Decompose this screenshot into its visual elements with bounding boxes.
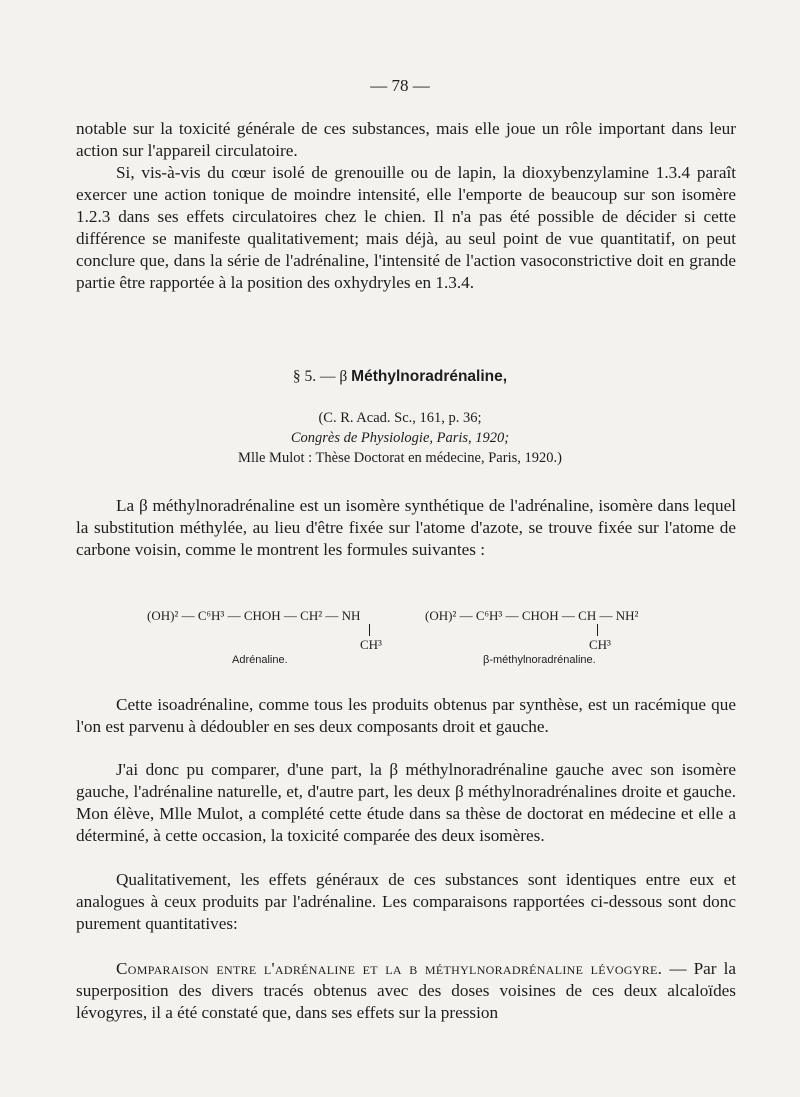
formula-adrenaline-methyl: CH³	[360, 637, 382, 652]
paragraph-comparaison-levogyre	[76, 958, 736, 1024]
formula-methylnoradrenaline: (OH)² — C⁶H³ — CHOH — CH — NH²	[425, 608, 639, 623]
section-number: § 5. — β	[292, 368, 352, 385]
reference-line-3: Mlle Mulot : Thèse Doctorat en médecine, Paris, 1920.)	[238, 450, 562, 466]
subsection-heading: Comparaison entre l'adrénaline et la β méthylnoradrénaline lévogyre.	[116, 959, 663, 978]
label-methylnoradrenaline: β-méthylnoradrénaline.	[483, 654, 596, 666]
label-adrenaline: Adrénaline.	[232, 654, 288, 666]
bond-line-left	[369, 624, 370, 636]
formula-methylnoradrenaline-methyl: CH³	[589, 637, 611, 652]
section-heading	[0, 368, 800, 386]
paragraph-comparaison: J'ai donc pu comparer, d'une part, la β méthylnoradrénaline gauche avec son isomère gauche, l'adrénaline naturelle, et, d'autre part, les deux β méthylnoradrénalines droite et gauche. Mon élève, Mlle Mulot, a complété cette étude dans sa thèse de doctorat en médecine et elle a déterminé, à cette occasion, la toxicité comparée des deux isomères.	[76, 760, 736, 845]
paragraph-isoadrenaline: Cette isoadrénaline, comme tous les produits obtenus par synthèse, est un racémique que l'on est parvenu à dédoubler en ses deux composants droit et gauche.	[76, 695, 736, 736]
bond-line-right	[597, 624, 598, 636]
formula-adrenaline: (OH)² — C⁶H³ — CHOH — CH² — NH	[147, 608, 361, 623]
references-block	[0, 408, 800, 468]
subsection-text: — Par la superposition des divers tracés obtenus avec des doses voisines de ces deux alcaloïdes lévogyres, il a été constaté que, dans ses effets sur la pression	[76, 959, 736, 1022]
paragraph-isomere: La β méthylnoradrénaline est un isomère synthétique de l'adrénaline, isomère dans lequel la substitution méthylée, au lieu d'être fixée sur l'atome d'azote, se trouve fixée sur l'atome de carbone voisin, comme le montrent les formules suivantes :	[76, 496, 736, 559]
page-number: — 78 —	[370, 76, 430, 95]
section-title: Méthylnoradrénaline,	[351, 368, 508, 385]
paragraph-qualitativement: Qualitativement, les effets généraux de ces substances sont identiques entre eux et analogues à ceux produits par l'adrénaline. Les comparaisons rapportées ci-dessous sont donc purement quantitatives:	[76, 870, 736, 933]
paragraph-continuation: notable sur la toxicité générale de ces substances, mais elle joue un rôle important dans leur action sur l'appareil circulatoire.	[76, 119, 736, 160]
paragraph-dioxybenzylamine: Si, vis-à-vis du cœur isolé de grenouille ou de lapin, la dioxybenzylamine 1.3.4 paraît exercer une action tonique de moindre intensité, elle l'emporte de beaucoup sur son isomère 1.2.3 dans ses effets circulatoires chez le chien. Il n'a pas été possible de décider si cette différence se manifeste qualitativement; mais déjà, au seul point de vue quantitatif, on peut conclure que, dans la série de l'adrénaline, l'intensité de l'action vasoconstrictive doit en grande partie être rapportée à la position des oxhydryles en 1.3.4.	[76, 163, 736, 292]
reference-line-2: Congrès de Physiologie, Paris, 1920;	[290, 430, 510, 446]
reference-line-1: (C. R. Acad. Sc., 161, p. 36;	[318, 410, 482, 426]
